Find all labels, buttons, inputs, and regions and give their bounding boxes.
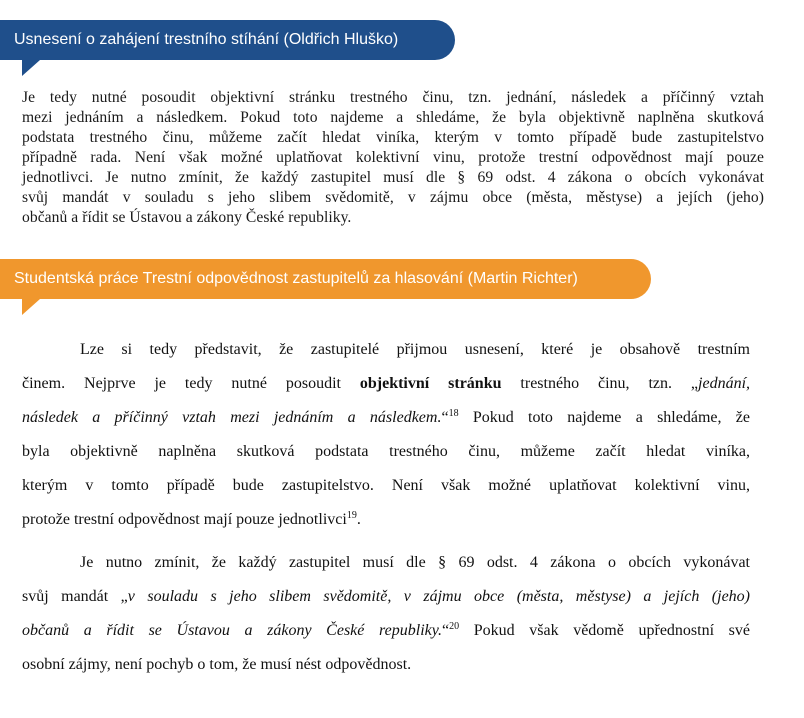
scan-line: případně rada. Není však možné uplatňovat kolektivní vinu, protože trestní odpovědnost mají pouze: [22, 149, 764, 166]
text-run: protože trestní odpovědnost mají pouze jednotlivci: [22, 511, 347, 528]
banner-title: Studentská práce Trestní odpovědnost zastupitelů za hlasování (Martin Richter): [14, 270, 578, 287]
text-run: svůj mandát „: [22, 588, 128, 605]
text-line: byla objektivně naplněna skutková podstata trestného činu, můžeme začít hledat viníka,: [22, 443, 750, 460]
scan-line: Je tedy nutné posoudit objektivní stránku trestného činu, tzn. jednání, následek a příčinný vztah: [22, 89, 764, 106]
footnote-ref: 19: [346, 510, 357, 521]
text-run: činem. Nejprve je tedy nutné posoudit: [22, 375, 360, 392]
text-run: trestného činu, tzn. „: [501, 375, 699, 392]
text-line: Lze si tedy představit, že zastupitelé přijmou usnesení, které je obsahově trestním: [80, 341, 750, 358]
text-run: “: [441, 409, 449, 426]
text-run: Pokud toto najdeme a shledáme, že: [458, 409, 750, 426]
text-line: [22, 580, 750, 614]
quote-italic: následek a příčinný vztah mezi jednáním a následkem.: [22, 409, 442, 426]
scanned-resolution-excerpt: [22, 88, 764, 228]
scan-line: mezi jednáním a následkem. Pokud toto najdeme a shledáme, že byla objektivně naplněna skutková: [22, 109, 764, 126]
text-run: .: [356, 511, 361, 528]
scan-line: svůj mandát v souladu s jeho slibem svědomitě, v zájmu obce (města, městyse) a jejích (jeho): [22, 189, 764, 206]
text-line: [22, 367, 750, 401]
text-line: Je nutno zmínit, že každý zastupitel musí dle § 69 odst. 4 zákona o obcích vykonávat: [80, 554, 750, 571]
quote-italic: jednání,: [698, 375, 751, 392]
footnote-ref: 18: [448, 408, 459, 419]
text-line: [22, 503, 750, 537]
text-line: kterým v tomto případě bude zastupitelstvo. Není však možné uplatňovat kolektivní vinu,: [22, 477, 750, 494]
text-run: “: [441, 622, 450, 639]
footnote-ref: 20: [449, 621, 460, 632]
text-line: [22, 614, 750, 648]
scan-line: podstata trestného činu, můžeme začít hledat viníka, kterým v tomto případě bude zastupitelstvo: [22, 129, 764, 146]
thesis-paragraph-2: [22, 546, 750, 682]
bold-term: objektivní stránku: [359, 375, 502, 392]
banner-title: Usnesení o zahájení trestního stíhání (Oldřich Hluško): [14, 31, 399, 48]
scan-line: jednotlivci. Je nutno zmínit, že každý zastupitel musí dle § 69 odst. 4 zákona o obcích vykonávat: [22, 169, 764, 186]
source-banner-resolution: [0, 20, 455, 60]
scan-line: občanů a řídit se Ústavou a zákony České republiky.: [22, 209, 352, 226]
text-line: [22, 401, 750, 435]
quote-italic: v souladu s jeho slibem svědomitě, v zájmu obce (města, městyse) a jejích (jeho): [127, 588, 750, 605]
text-run: Pokud však vědomě upřednostní své: [459, 622, 750, 639]
text-line: osobní zájmy, není pochyb o tom, že musí nést odpovědnost.: [22, 656, 412, 673]
thesis-paragraph-1: [22, 333, 750, 537]
quote-italic: občanů a řídit se Ústavou a zákony České republiky.: [22, 622, 442, 639]
source-banner-student-thesis: [0, 259, 651, 299]
